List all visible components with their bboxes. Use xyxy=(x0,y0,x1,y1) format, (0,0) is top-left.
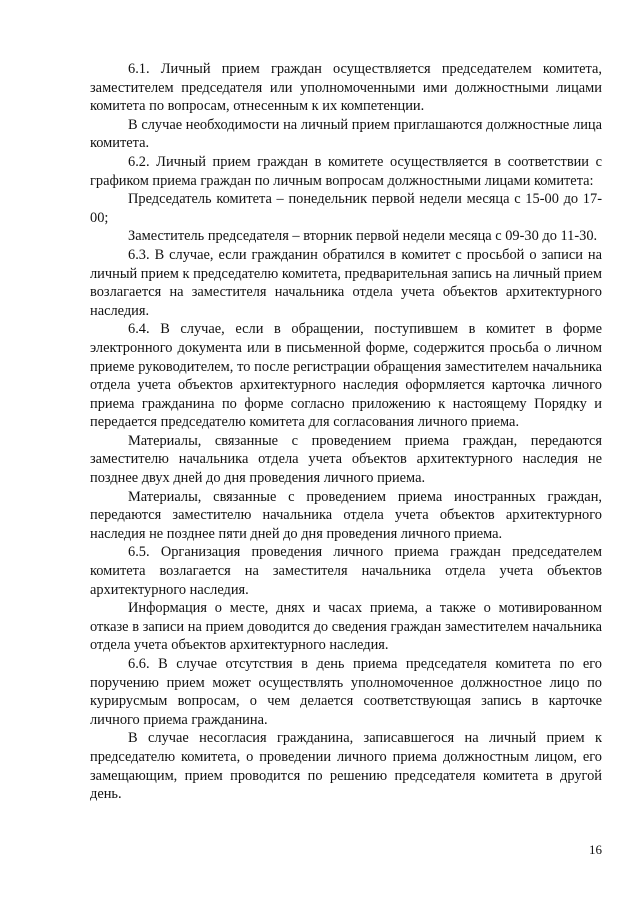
paragraph-materials-foreigners: Материалы, связанные с проведением приема иностранных граждан, передаются заместителю начальника отдела учета объектов архитектурного наследия не позднее пяти дней до дня проведения личного приема. xyxy=(90,488,602,542)
paragraph-6-6: 6.6. В случае отсутствия в день приема председателя комитета по его поручению прием может осуществлять уполномоченное должностное лицо по курирусмым вопросам, о чем делается соответствующая запись в карточке личного приема гражданина. xyxy=(90,656,602,728)
document-body xyxy=(90,60,602,804)
schedule-deputy: Заместитель председателя – вторник первой недели месяца с 09-30 до 11-30. xyxy=(128,228,598,245)
paragraph-materials-citizens: Материалы, связанные с проведением приема граждан, передаются заместителю начальника отдела учета объектов архитектурного наследия не позднее двух дней до дня проведения личного приема. xyxy=(90,432,602,487)
paragraph-6-5: 6.5. Организация проведения личного приема граждан председателем комитета возлагается на заместителя начальника отдела учета объектов архитектурного наследия. xyxy=(90,544,602,598)
paragraph-6-1: 6.1. Личный прием граждан осуществляется председателем комитета, заместителем председателя или уполномоченными ими должностными лицами комитета по вопросам, отнесенным к их компетенции. xyxy=(90,61,602,115)
paragraph-information: Информация о месте, днях и часах приема, а также о мотивированном отказе в записи на прием доводится до сведения граждан заместителем начальника отдела учета объектов архитектурного наследия. xyxy=(90,600,602,654)
paragraph-invitation: В случае необходимости на личный прием приглашаются должностные лица комитета. xyxy=(90,116,602,152)
paragraph-6-4: 6.4. В случае, если в обращении, поступившем в комитет в форме электронного документа или в письменной форме, содержится просьба о личном приеме руководителем, то после регистрации обращения заместителем начальника отдела учета объектов архитектурного наследия оформляется карточка личного приема гражданина по форме согласно приложению к настоящему Порядку и передается председателю комитета для согласования личного приема. xyxy=(90,321,602,431)
paragraph-6-2: 6.2. Личный прием граждан в комитете осуществляется в соответствии с графиком приема граждан по личным вопросам должностными лицами комитета: xyxy=(90,153,602,189)
paragraph-6-3: 6.3. В случае, если гражданин обратился в комитет с просьбой о записи на личный прием к председателю комитета, предварительная запись на личный прием возлагается на заместителя начальника отдела учета объектов архитектурного наследия. xyxy=(90,246,602,319)
paragraph-disagreement: В случае несогласия гражданина, записавшегося на личный прием к председателю комитета, о проведении личного приема должностным лицом, его замещающим, прием проводится по решению председателя комитета в другой день. xyxy=(90,730,602,803)
schedule-chairman: Председатель комитета – понедельник первой недели месяца с 15-00 до 17-00; xyxy=(90,191,602,226)
page-number: 16 xyxy=(589,842,602,857)
